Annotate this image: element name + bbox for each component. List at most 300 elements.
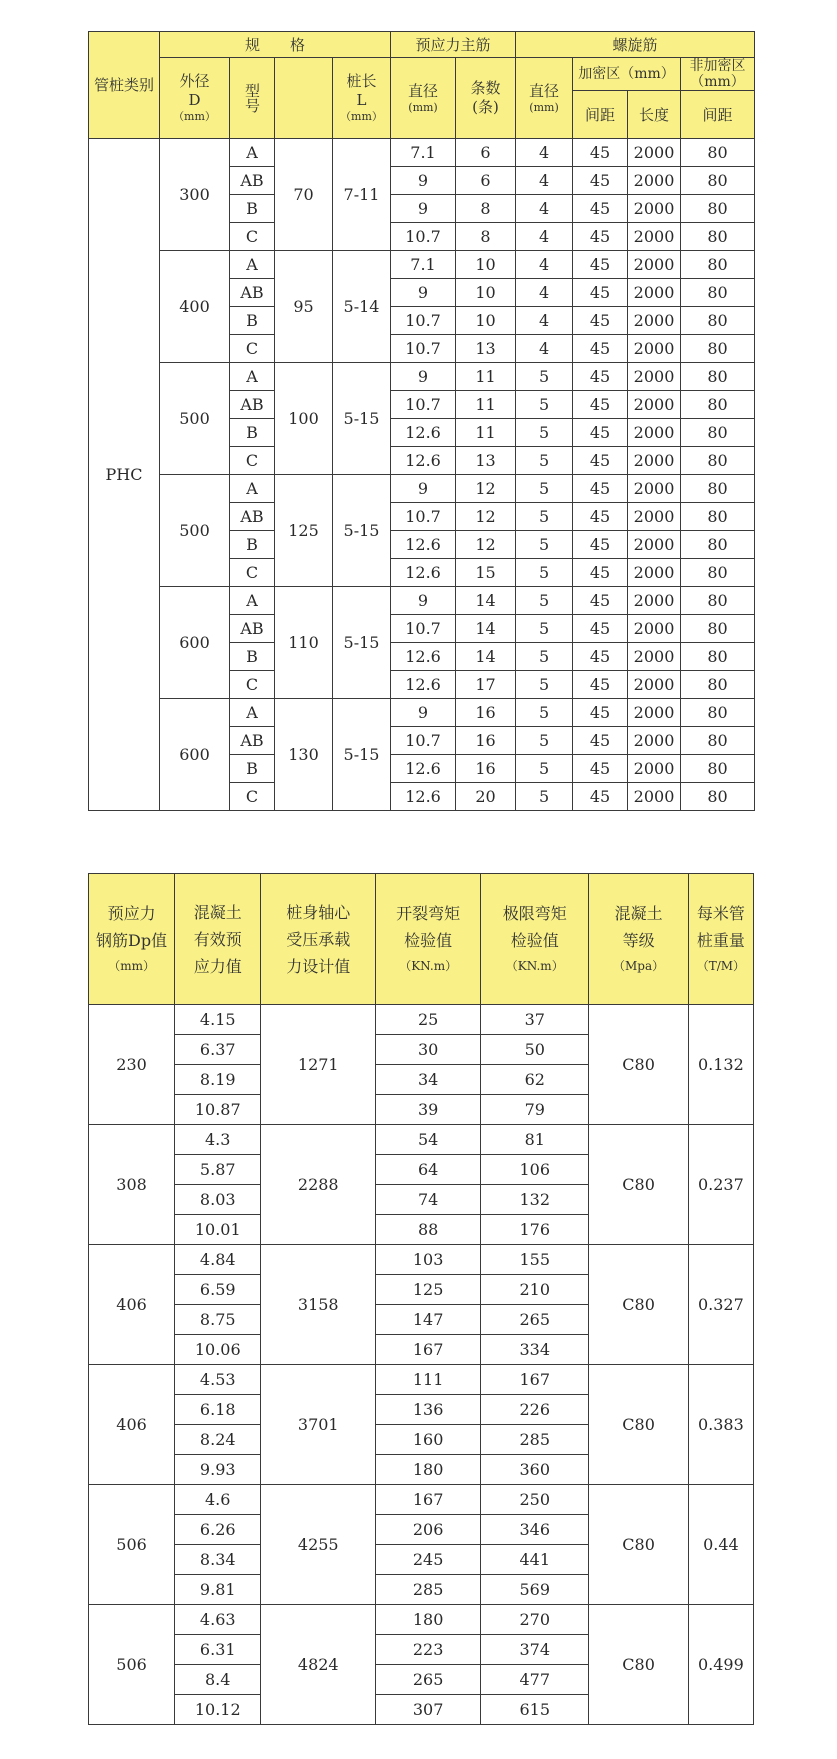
value-cell-sl: 2000	[628, 699, 681, 727]
header-dense-zone: 加密区（mm）	[573, 58, 681, 91]
ultimate-moment-cell: 285	[481, 1425, 589, 1455]
table-row	[89, 1125, 754, 1155]
crack-moment-cell: 285	[376, 1575, 481, 1605]
table-row	[89, 363, 755, 391]
effective-prestress-cell: 8.03	[175, 1185, 261, 1215]
value-cell-dia: 12.6	[391, 643, 456, 671]
dp-value-cell: 308	[89, 1125, 175, 1245]
crack-moment-cell: 180	[376, 1605, 481, 1635]
value-cell-sp: 45	[573, 531, 628, 559]
value-cell-sd: 4	[516, 279, 573, 307]
crack-moment-cell: 30	[376, 1035, 481, 1065]
value-cell-n: 8	[456, 195, 516, 223]
value-cell-n: 12	[456, 503, 516, 531]
effective-prestress-cell: 8.75	[175, 1305, 261, 1335]
value-cell-n: 8	[456, 223, 516, 251]
effective-prestress-cell: 4.53	[175, 1365, 261, 1395]
crack-moment-cell: 34	[376, 1065, 481, 1095]
value-cell-ns: 80	[681, 391, 755, 419]
value-cell-n: 10	[456, 307, 516, 335]
pile-length-cell: 5-15	[333, 699, 391, 811]
header-line: 每米管	[696, 904, 745, 923]
value-cell-n: 6	[456, 167, 516, 195]
value-cell-sp: 45	[573, 335, 628, 363]
effective-prestress-cell: 10.01	[175, 1215, 261, 1245]
value-cell-sl: 2000	[628, 223, 681, 251]
value-cell-dia: 9	[391, 195, 456, 223]
model-cell: B	[230, 419, 275, 447]
header-outer-dia: 外径 D （mm）	[160, 58, 230, 139]
value-cell-sp: 45	[573, 167, 628, 195]
value-cell-sp: 45	[573, 391, 628, 419]
model-cell: AB	[230, 503, 275, 531]
crack-moment-cell: 206	[376, 1515, 481, 1545]
value-cell-n: 16	[456, 755, 516, 783]
value-cell-ns: 80	[681, 167, 755, 195]
header-c5	[481, 874, 589, 1005]
value-cell-n: 11	[456, 363, 516, 391]
header-c6	[589, 874, 688, 1005]
bearing-capacity-cell: 4255	[261, 1485, 376, 1605]
wall-thickness-cell: 70	[275, 139, 333, 251]
model-cell: B	[230, 307, 275, 335]
table-row	[89, 1605, 754, 1635]
table-row	[89, 1365, 754, 1395]
value-cell-sl: 2000	[628, 727, 681, 755]
ultimate-moment-cell: 615	[481, 1695, 589, 1725]
value-cell-sd: 5	[516, 699, 573, 727]
pile-length-cell: 5-15	[333, 475, 391, 587]
value-cell-sd: 5	[516, 615, 573, 643]
value-cell-n: 16	[456, 699, 516, 727]
value-cell-sl: 2000	[628, 531, 681, 559]
crack-moment-cell: 103	[376, 1245, 481, 1275]
wall-thickness-cell: 130	[275, 699, 333, 811]
header-spacing: 间距	[573, 91, 628, 139]
value-cell-ns: 80	[681, 671, 755, 699]
value-cell-sp: 45	[573, 223, 628, 251]
header-line: 开裂弯矩	[396, 904, 461, 923]
header-line: （Mpa）	[613, 959, 665, 973]
table-row	[89, 139, 755, 167]
ultimate-moment-cell: 132	[481, 1185, 589, 1215]
value-cell-sd: 5	[516, 503, 573, 531]
header-c1	[89, 874, 175, 1005]
value-cell-dia: 9	[391, 363, 456, 391]
ultimate-moment-cell: 346	[481, 1515, 589, 1545]
header-line: （KN.m）	[505, 959, 564, 973]
header-line: 力设计值	[286, 956, 351, 976]
header-wall-blank	[275, 58, 333, 139]
value-cell-n: 20	[456, 783, 516, 811]
value-cell-dia: 9	[391, 587, 456, 615]
value-cell-dia: 10.7	[391, 615, 456, 643]
effective-prestress-cell: 9.93	[175, 1455, 261, 1485]
effective-prestress-cell: 4.6	[175, 1485, 261, 1515]
value-cell-sp: 45	[573, 671, 628, 699]
effective-prestress-cell: 6.31	[175, 1635, 261, 1665]
effective-prestress-cell: 8.19	[175, 1065, 261, 1095]
value-cell-sd: 5	[516, 559, 573, 587]
value-cell-dia: 12.6	[391, 783, 456, 811]
value-cell-ns: 80	[681, 615, 755, 643]
header-non-dense-zone: 非加密区（mm）	[681, 58, 755, 91]
model-cell: C	[230, 671, 275, 699]
value-cell-sp: 45	[573, 503, 628, 531]
value-cell-ns: 80	[681, 783, 755, 811]
ultimate-moment-cell: 79	[481, 1095, 589, 1125]
value-cell-dia: 12.6	[391, 671, 456, 699]
table-row	[89, 699, 755, 727]
table-row	[89, 251, 755, 279]
value-cell-sd: 4	[516, 307, 573, 335]
value-cell-sd: 5	[516, 727, 573, 755]
header-spiral-diameter: 直径 (mm)	[516, 58, 573, 139]
value-cell-n: 6	[456, 139, 516, 167]
ultimate-moment-cell: 334	[481, 1335, 589, 1365]
value-cell-ns: 80	[681, 363, 755, 391]
value-cell-ns: 80	[681, 419, 755, 447]
value-cell-sl: 2000	[628, 559, 681, 587]
header-line: 桩重量	[696, 931, 745, 950]
dp-value-cell: 506	[89, 1605, 175, 1725]
concrete-grade-cell: C80	[589, 1005, 688, 1125]
value-cell-sl: 2000	[628, 615, 681, 643]
value-cell-ns: 80	[681, 223, 755, 251]
dp-value-cell: 506	[89, 1485, 175, 1605]
header-line: （KN.m）	[399, 959, 458, 973]
concrete-grade-cell: C80	[589, 1245, 688, 1365]
value-cell-sl: 2000	[628, 251, 681, 279]
effective-prestress-cell: 8.34	[175, 1545, 261, 1575]
value-cell-sl: 2000	[628, 671, 681, 699]
header-dense-length: 长度	[628, 91, 681, 139]
header-model: 型号	[230, 58, 275, 139]
ultimate-moment-cell: 441	[481, 1545, 589, 1575]
bearing-capacity-cell: 4824	[261, 1605, 376, 1725]
value-cell-n: 13	[456, 335, 516, 363]
header-line: （T/M）	[696, 959, 746, 973]
value-cell-sl: 2000	[628, 279, 681, 307]
crack-moment-cell: 54	[376, 1125, 481, 1155]
value-cell-sd: 4	[516, 139, 573, 167]
model-cell: AB	[230, 615, 275, 643]
header-prestress-main: 预应力主筋	[391, 32, 516, 58]
ultimate-moment-cell: 569	[481, 1575, 589, 1605]
value-cell-n: 11	[456, 419, 516, 447]
dp-value-cell: 406	[89, 1245, 175, 1365]
effective-prestress-cell: 5.87	[175, 1155, 261, 1185]
ultimate-moment-cell: 176	[481, 1215, 589, 1245]
value-cell-dia: 9	[391, 279, 456, 307]
value-cell-n: 17	[456, 671, 516, 699]
value-cell-sl: 2000	[628, 643, 681, 671]
header-line: 检验值	[510, 931, 559, 950]
value-cell-ns: 80	[681, 559, 755, 587]
value-cell-dia: 9	[391, 167, 456, 195]
header-line: 有效预	[193, 929, 242, 949]
value-cell-sp: 45	[573, 783, 628, 811]
ultimate-moment-cell: 270	[481, 1605, 589, 1635]
model-cell: A	[230, 363, 275, 391]
concrete-grade-cell: C80	[589, 1605, 688, 1725]
header-spec: 规 格	[160, 32, 391, 58]
value-cell-sp: 45	[573, 475, 628, 503]
value-cell-ns: 80	[681, 335, 755, 363]
value-cell-sp: 45	[573, 615, 628, 643]
wall-thickness-cell: 125	[275, 475, 333, 587]
value-cell-ns: 80	[681, 755, 755, 783]
value-cell-sl: 2000	[628, 391, 681, 419]
model-cell: B	[230, 643, 275, 671]
crack-moment-cell: 74	[376, 1185, 481, 1215]
value-cell-sp: 45	[573, 139, 628, 167]
concrete-grade-cell: C80	[589, 1365, 688, 1485]
value-cell-sp: 45	[573, 251, 628, 279]
value-cell-sd: 5	[516, 391, 573, 419]
pile-spec-table	[88, 31, 755, 811]
dp-value-cell: 406	[89, 1365, 175, 1485]
effective-prestress-cell: 4.63	[175, 1605, 261, 1635]
value-cell-ns: 80	[681, 307, 755, 335]
value-cell-sp: 45	[573, 699, 628, 727]
header-count: 条数 (条)	[456, 58, 516, 139]
value-cell-ns: 80	[681, 699, 755, 727]
header-line: 预应力	[107, 904, 156, 923]
ultimate-moment-cell: 477	[481, 1665, 589, 1695]
effective-prestress-cell: 6.59	[175, 1275, 261, 1305]
header-line: 检验值	[404, 931, 453, 950]
value-cell-ns: 80	[681, 503, 755, 531]
effective-prestress-cell: 10.12	[175, 1695, 261, 1725]
value-cell-sd: 4	[516, 251, 573, 279]
wall-thickness-cell: 95	[275, 251, 333, 363]
ultimate-moment-cell: 374	[481, 1635, 589, 1665]
crack-moment-cell: 245	[376, 1545, 481, 1575]
model-cell: A	[230, 475, 275, 503]
weight-cell: 0.499	[688, 1605, 753, 1725]
value-cell-sp: 45	[573, 755, 628, 783]
concrete-grade-cell: C80	[589, 1125, 688, 1245]
value-cell-sl: 2000	[628, 503, 681, 531]
value-cell-n: 15	[456, 559, 516, 587]
crack-moment-cell: 307	[376, 1695, 481, 1725]
model-cell: C	[230, 559, 275, 587]
value-cell-dia: 10.7	[391, 727, 456, 755]
value-cell-n: 14	[456, 615, 516, 643]
outer-dia-cell: 500	[160, 363, 230, 475]
model-cell: A	[230, 587, 275, 615]
model-cell: AB	[230, 279, 275, 307]
crack-moment-cell: 136	[376, 1395, 481, 1425]
value-cell-dia: 12.6	[391, 531, 456, 559]
ultimate-moment-cell: 155	[481, 1245, 589, 1275]
value-cell-sd: 5	[516, 755, 573, 783]
model-cell: C	[230, 447, 275, 475]
crack-moment-cell: 111	[376, 1365, 481, 1395]
value-cell-dia: 7.1	[391, 139, 456, 167]
value-cell-sl: 2000	[628, 475, 681, 503]
ultimate-moment-cell: 250	[481, 1485, 589, 1515]
value-cell-sd: 4	[516, 223, 573, 251]
value-cell-dia: 10.7	[391, 391, 456, 419]
value-cell-sl: 2000	[628, 363, 681, 391]
header-line: 应力值	[193, 956, 242, 976]
value-cell-sp: 45	[573, 727, 628, 755]
value-cell-sd: 5	[516, 643, 573, 671]
ultimate-moment-cell: 106	[481, 1155, 589, 1185]
ultimate-moment-cell: 62	[481, 1065, 589, 1095]
model-cell: A	[230, 251, 275, 279]
model-cell: AB	[230, 727, 275, 755]
value-cell-n: 11	[456, 391, 516, 419]
effective-prestress-cell: 4.3	[175, 1125, 261, 1155]
effective-prestress-cell: 8.24	[175, 1425, 261, 1455]
weight-cell: 0.44	[688, 1485, 753, 1605]
effective-prestress-cell: 10.87	[175, 1095, 261, 1125]
value-cell-n: 12	[456, 531, 516, 559]
value-cell-ns: 80	[681, 475, 755, 503]
outer-dia-cell: 400	[160, 251, 230, 363]
value-cell-n: 13	[456, 447, 516, 475]
value-cell-sl: 2000	[628, 587, 681, 615]
value-cell-ns: 80	[681, 727, 755, 755]
header-main-diameter: 直径 (mm)	[391, 58, 456, 139]
header-line: 受压承载	[286, 929, 351, 949]
value-cell-sl: 2000	[628, 167, 681, 195]
pile-length-cell: 5-15	[333, 363, 391, 475]
ultimate-moment-cell: 37	[481, 1005, 589, 1035]
crack-moment-cell: 223	[376, 1635, 481, 1665]
effective-prestress-cell: 8.4	[175, 1665, 261, 1695]
value-cell-sd: 5	[516, 671, 573, 699]
value-cell-sl: 2000	[628, 419, 681, 447]
value-cell-ns: 80	[681, 531, 755, 559]
pile-class-cell: PHC	[89, 139, 160, 811]
value-cell-dia: 10.7	[391, 335, 456, 363]
crack-moment-cell: 25	[376, 1005, 481, 1035]
value-cell-sl: 2000	[628, 195, 681, 223]
model-cell: B	[230, 195, 275, 223]
model-cell: A	[230, 699, 275, 727]
dp-value-cell: 230	[89, 1005, 175, 1125]
model-cell: AB	[230, 167, 275, 195]
crack-moment-cell: 265	[376, 1665, 481, 1695]
header-line: 钢筋Dp值	[96, 931, 168, 950]
value-cell-sd: 5	[516, 783, 573, 811]
value-cell-dia: 7.1	[391, 251, 456, 279]
outer-dia-cell: 300	[160, 139, 230, 251]
wall-thickness-cell: 110	[275, 587, 333, 699]
value-cell-ns: 80	[681, 643, 755, 671]
ultimate-moment-cell: 265	[481, 1305, 589, 1335]
header-pile-type: 管桩类别	[89, 32, 160, 139]
value-cell-n: 16	[456, 727, 516, 755]
bearing-capacity-cell: 3158	[261, 1245, 376, 1365]
pile-length-cell: 7-11	[333, 139, 391, 251]
crack-moment-cell: 64	[376, 1155, 481, 1185]
value-cell-dia: 10.7	[391, 223, 456, 251]
effective-prestress-cell: 6.26	[175, 1515, 261, 1545]
header-line: 桩身轴心	[286, 902, 351, 922]
bearing-capacity-cell: 1271	[261, 1005, 376, 1125]
weight-cell: 0.383	[688, 1365, 753, 1485]
value-cell-dia: 12.6	[391, 419, 456, 447]
value-cell-sd: 5	[516, 363, 573, 391]
value-cell-dia: 10.7	[391, 307, 456, 335]
model-cell: AB	[230, 391, 275, 419]
crack-moment-cell: 147	[376, 1305, 481, 1335]
value-cell-sp: 45	[573, 447, 628, 475]
value-cell-n: 10	[456, 251, 516, 279]
value-cell-sl: 2000	[628, 139, 681, 167]
value-cell-ns: 80	[681, 587, 755, 615]
header-spiral: 螺旋筋	[516, 32, 755, 58]
value-cell-sl: 2000	[628, 783, 681, 811]
concrete-grade-cell: C80	[589, 1485, 688, 1605]
crack-moment-cell: 180	[376, 1455, 481, 1485]
value-cell-dia: 9	[391, 475, 456, 503]
value-cell-sp: 45	[573, 307, 628, 335]
outer-dia-cell: 600	[160, 699, 230, 811]
value-cell-sd: 5	[516, 475, 573, 503]
value-cell-n: 12	[456, 475, 516, 503]
value-cell-ns: 80	[681, 251, 755, 279]
outer-dia-cell: 600	[160, 587, 230, 699]
value-cell-sp: 45	[573, 587, 628, 615]
value-cell-sd: 5	[516, 419, 573, 447]
value-cell-sd: 5	[516, 531, 573, 559]
effective-prestress-cell: 6.18	[175, 1395, 261, 1425]
header-line: 等级	[622, 931, 655, 950]
value-cell-dia: 9	[391, 699, 456, 727]
ultimate-moment-cell: 360	[481, 1455, 589, 1485]
header-c4	[376, 874, 481, 1005]
value-cell-ns: 80	[681, 139, 755, 167]
effective-prestress-cell: 4.15	[175, 1005, 261, 1035]
effective-prestress-cell: 10.06	[175, 1335, 261, 1365]
value-cell-ns: 80	[681, 279, 755, 307]
crack-moment-cell: 167	[376, 1335, 481, 1365]
table-row	[89, 475, 755, 503]
header-line: 极限弯矩	[502, 904, 567, 923]
value-cell-sp: 45	[573, 419, 628, 447]
table-row	[89, 1485, 754, 1515]
header-length: 桩长 L （mm）	[333, 58, 391, 139]
weight-cell: 0.237	[688, 1125, 753, 1245]
bearing-capacity-cell: 2288	[261, 1125, 376, 1245]
effective-prestress-cell: 9.81	[175, 1575, 261, 1605]
ultimate-moment-cell: 167	[481, 1365, 589, 1395]
model-cell: C	[230, 783, 275, 811]
model-cell: B	[230, 755, 275, 783]
pile-length-cell: 5-15	[333, 587, 391, 699]
outer-dia-cell: 500	[160, 475, 230, 587]
value-cell-sd: 4	[516, 335, 573, 363]
table-row	[89, 1245, 754, 1275]
value-cell-sl: 2000	[628, 755, 681, 783]
value-cell-sp: 45	[573, 363, 628, 391]
value-cell-ns: 80	[681, 447, 755, 475]
header-spacing-2: 间距	[681, 91, 755, 139]
header-line: 混凝土	[614, 904, 663, 923]
header-c2	[175, 874, 261, 1005]
value-cell-sd: 5	[516, 447, 573, 475]
model-cell: A	[230, 139, 275, 167]
ultimate-moment-cell: 226	[481, 1395, 589, 1425]
value-cell-sd: 5	[516, 587, 573, 615]
ultimate-moment-cell: 50	[481, 1035, 589, 1065]
